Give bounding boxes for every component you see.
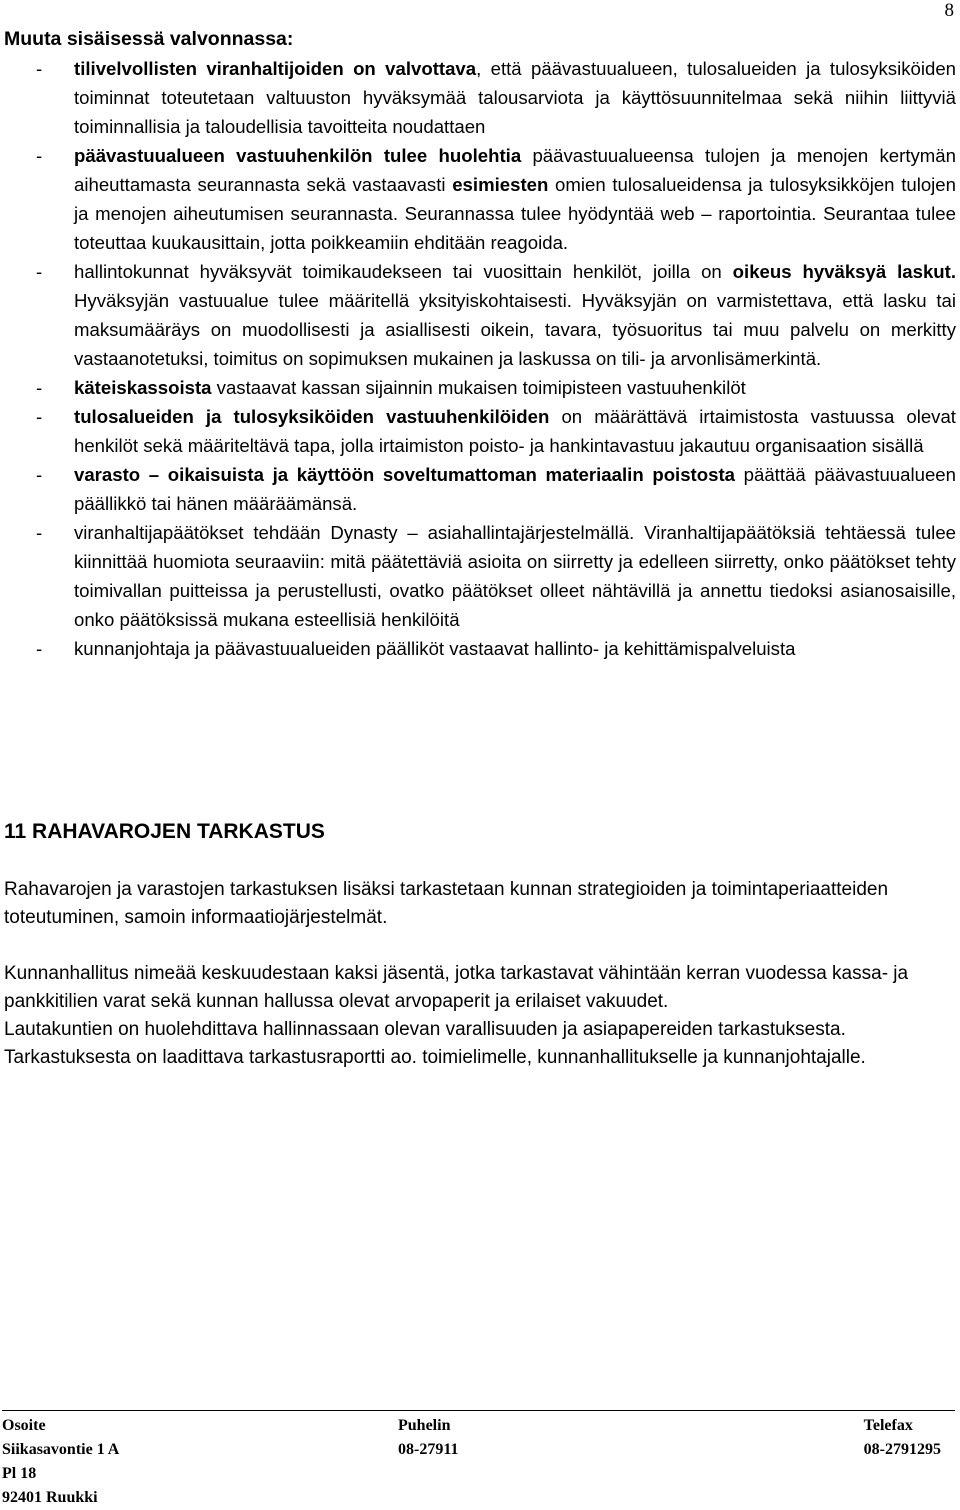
list-item [4, 518, 956, 634]
bold-text: varasto – oikaisuista ja käyttöön soveltumattoman materiaalin poistosta [74, 464, 735, 485]
list-bullet: - [36, 145, 43, 166]
list-item-text [74, 634, 956, 663]
paragraph-strategies: Rahavarojen ja varastojen tarkastuksen lisäksi tarkastetaan kunnan strategioiden ja toimintaperiaatteiden toteutuminen, samoin informaatiojärjestelmät. [4, 879, 889, 928]
footer-fax [864, 1414, 941, 1462]
address-line: 92401 Ruukki [2, 1489, 98, 1506]
paragraph-line: Kunnanhallitus nimeää keskuudestaan kaksi jäsentä, jotka tarkastavat vähintään kerran vuodessa kassa- ja pankkitilien varat sekä kunnan hallussa olevat arvopaperit ja erilaiset vakuudet. [4, 963, 909, 1012]
paragraph-line: Lautakuntien on huolehdittava hallinnassaan olevan varallisuuden ja asiapapereiden tarkastuksesta. [4, 1019, 846, 1040]
list-item [4, 54, 956, 141]
text: Hyväksyjän vastuualue tulee määritellä yksityiskohtaisesti. Hyväksyjän on varmistettava, että lasku tai maksumääräys on muodollisesti ja asiallisesti oikein, tavara, työsuoritus tai muu palvelu on merkitty vastaanotetuksi, toimitus on sopimuksen mukainen ja laskussa on tili- ja arvonlisämerkintä. [74, 290, 956, 369]
list-bullet: - [36, 58, 43, 79]
list-bullet: - [36, 638, 43, 659]
list-item [4, 634, 956, 663]
bold-text: esimiesten [452, 174, 549, 195]
fax-number: 08-2791295 [863, 1441, 941, 1458]
bold-text: päävastuualueen vastuuhenkilön tulee huolehtia [74, 145, 522, 166]
text: omien tulosalueidensa ja tulosyksikköjen tulojen ja menojen aiheutumisen seurannasta. Seurannassa tulee hyödyntää web – raportointia. Seurantaa tulee toteuttaa kuukausittain, jotta poikkeamiin ehditään reagoida. [74, 174, 956, 253]
address-label: Osoite [2, 1417, 46, 1434]
list-bullet: - [36, 464, 43, 485]
list-bullet: - [36, 406, 43, 427]
list-bullet: - [36, 261, 43, 282]
list-item-text [74, 460, 956, 518]
list-item [4, 402, 956, 460]
footer-divider [2, 1410, 955, 1411]
list-bullet: - [36, 522, 43, 543]
list-item-text [74, 373, 956, 402]
list-item-text [74, 54, 956, 141]
text: hallintokunnat hyväksyvät toimikaudekseen tai vuosittain henkilöt, joilla on [74, 261, 733, 282]
section-heading: Muuta sisäisessä valvonnassa: [4, 28, 294, 50]
list-item-text [74, 141, 956, 257]
list-item [4, 373, 956, 402]
list-bullet: - [36, 377, 43, 398]
text: kunnanjohtaja ja päävastuualueiden päälliköt vastaavat hallinto- ja kehittämispalveluista [74, 638, 796, 659]
list-item-text [74, 257, 956, 373]
footer-phone [398, 1414, 458, 1462]
paragraph-line: Tarkastuksesta on laadittava tarkastusraportti ao. toimielimelle, kunnanhallitukselle ja kunnanjohtajalle. [4, 1047, 866, 1068]
text: , että päävastuualueen, tulosalueiden ja tulosyksiköiden toiminnat toteutetaan valtuuston hyväksymää talousarviota ja käyttösuunnitelmaa sekä niihin liittyviä toiminnallisia ja taloudellisia tavoitteita noudattaen [74, 58, 956, 137]
text: on määrättävä irtaimistosta vastuussa olevat henkilöt sekä määriteltävä tapa, jolla irtaimiston poisto- ja hankintavastuu jakautuu organisaation sisällä [74, 406, 956, 456]
paragraph-inspection [4, 960, 950, 1072]
address-line: Pl 18 [2, 1465, 37, 1482]
phone-number: 08-27911 [398, 1441, 459, 1458]
bold-text: tilivelvollisten viranhaltijoiden on valvottava [74, 58, 477, 79]
bold-text: oikeus hyväksyä laskut. [732, 261, 956, 282]
list-item [4, 460, 956, 518]
section-title: 11 RAHAVAROJEN TARKASTUS [4, 820, 325, 843]
fax-label: Telefax [863, 1417, 913, 1434]
list-item-text [74, 402, 956, 460]
text: vastaavat kassan sijainnin mukaisen toimipisteen vastuuhenkilöt [211, 377, 746, 398]
text: päävastuualueensa tulojen ja menojen kertymän aiheuttamasta seurannasta sekä vastaavasti [74, 145, 956, 195]
list-item-text [74, 518, 956, 634]
list-item [4, 257, 956, 373]
bold-text: käteiskassoista [74, 377, 212, 398]
phone-label: Puhelin [398, 1417, 451, 1434]
text: päättää päävastuualueen päällikkö tai hänen määräämänsä. [74, 464, 956, 514]
control-list [4, 54, 956, 663]
bold-text: tulosalueiden ja tulosyksiköiden vastuuhenkilöiden [74, 406, 550, 427]
list-item [4, 141, 956, 257]
page-number: 8 [944, 0, 954, 21]
footer-address [2, 1414, 119, 1510]
address-line: Siikasavontie 1 A [2, 1441, 120, 1458]
text: viranhaltijapäätökset tehdään Dynasty – asiahallintajärjestelmällä. Viranhaltijapäätöksiä tehtäessä tulee kiinnittää huomiota seuraaviin: mitä päätettäviä asioita on siirretty ja edelleen siirretty, onko päätökset tehty toimivallan puitteissa ja perustellusti, ovatko päätökset olleet nähtävillä ja annettu tiedoksi asianosaisille, onko päätöksissä mukana esteellisiä henkilöitä [74, 522, 956, 630]
